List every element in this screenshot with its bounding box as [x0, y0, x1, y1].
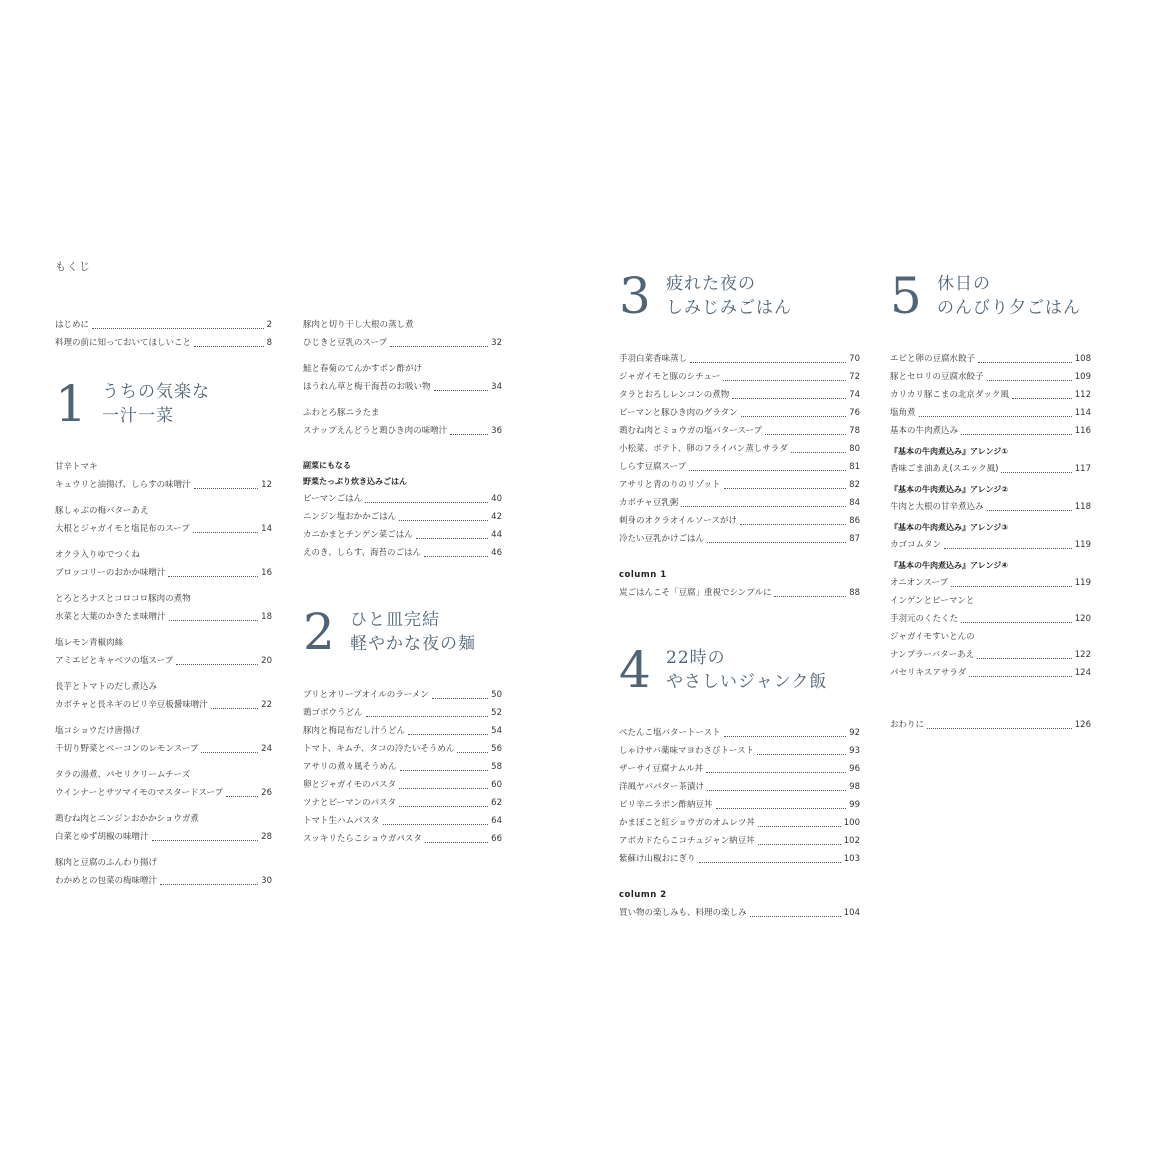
toc-entry[interactable]: カボチャと長ネギのピリ辛豆板醤味噌汁 22	[55, 700, 272, 710]
arrange-heading: 『基本の牛肉煮込み』アレンジ①	[890, 447, 1009, 456]
toc-entry[interactable]: トマト、キムチ、タコの冷たいそうめん 56	[303, 744, 502, 754]
toc-entry[interactable]: アサリと青のりのリゾット 82	[619, 480, 860, 490]
toc-entry[interactable]: ツナとピーマンのパスタ 62	[303, 798, 502, 808]
toc-entry[interactable]: 塩コショウだけ唐揚げ	[55, 726, 140, 736]
toc-entry[interactable]: 料理の前に知っておいてほしいこと 8	[55, 338, 272, 348]
chapter-3-heading	[619, 266, 860, 344]
toc-entry[interactable]: スナップえんどうと鶏ひき肉の味噌汁 36	[303, 426, 502, 436]
toc-entry[interactable]: 鮭と春菊のてんかすポン酢がけ	[303, 364, 423, 374]
toc-entry[interactable]: 卵とジャガイモのパスタ 60	[303, 780, 502, 790]
toc-entry[interactable]: キュウリと油揚げ、しらすの味噌汁 12	[55, 480, 272, 490]
toc-entry[interactable]: 大根とジャガイモと塩昆布のスープ 14	[55, 524, 272, 534]
toc-entry[interactable]: しらす豆腐スープ 81	[619, 462, 860, 472]
chapter-title: 休日の のんびり夕ごはん	[937, 274, 1081, 318]
toc-entry[interactable]: おわりに 126	[890, 720, 1091, 730]
toc-entry[interactable]: タラの湯煮、パセリクリームチーズ	[55, 770, 191, 780]
toc-entry[interactable]: 塩角煮 114	[890, 408, 1091, 418]
toc-entry[interactable]: オニオンスープ 119	[890, 578, 1091, 588]
arrange-heading: 『基本の牛肉煮込み』アレンジ④	[890, 561, 1009, 570]
toc-entry[interactable]: カニかまとチンゲン菜ごはん 44	[303, 530, 502, 540]
toc-entry[interactable]: カリカリ豚こまの北京ダック風 112	[890, 390, 1091, 400]
toc-entry[interactable]: カボチャ豆乳粥 84	[619, 498, 860, 508]
toc-entry[interactable]: パセリキスアサラダ 124	[890, 668, 1091, 678]
toc-entry[interactable]: 豚肉と梅昆布だし汁うどん 54	[303, 726, 502, 736]
toc-entry[interactable]: ぺたんこ塩バタートースト 92	[619, 728, 860, 738]
toc-entry[interactable]: 小松菜、ポテト、卵のフライパン蒸しサラダ 80	[619, 444, 860, 454]
sub-section-heading: 野菜たっぷり炊き込みごはん	[303, 477, 407, 486]
toc-column-1	[55, 316, 272, 890]
toc-column-2	[303, 316, 502, 848]
toc-entry[interactable]: エビと卵の豆腐水餃子 108	[890, 354, 1091, 364]
toc-entry[interactable]: 牛肉と大根の甘辛煮込み 118	[890, 502, 1091, 512]
chapter-2-heading	[303, 602, 502, 680]
toc-entry[interactable]: 買い物の楽しみも、料理の楽しみ 104	[619, 908, 860, 918]
toc-entry[interactable]: トマト生ハムパスタ 64	[303, 816, 502, 826]
toc-entry[interactable]: 基本の牛肉煮込み 116	[890, 426, 1091, 436]
toc-entry[interactable]: わかめとの包菜の梅味噌汁 30	[55, 876, 272, 886]
toc-entry[interactable]: 冷たい豆乳かけごはん 87	[619, 534, 860, 544]
toc-entry[interactable]: はじめに 2	[55, 320, 272, 330]
toc-entry[interactable]: アボカドたらこコチュジャン納豆丼 102	[619, 836, 860, 846]
toc-entry[interactable]: 豚とセロリの豆腐水餃子 109	[890, 372, 1091, 382]
column-heading: column 2	[619, 890, 667, 900]
toc-entry[interactable]: ブリとオリーブオイルのラーメン 50	[303, 690, 502, 700]
toc-entry[interactable]: えのき、しらす、海苔のごはん 46	[303, 548, 502, 558]
toc-entry[interactable]: 鶏むね肉とミョウガの塩バタースープ 78	[619, 426, 860, 436]
column-heading: column 1	[619, 570, 667, 580]
toc-entry[interactable]: インゲンとピーマンと	[890, 596, 975, 606]
toc-entry[interactable]: ナンプラーバターあえ 122	[890, 650, 1091, 660]
chapter-number: 4	[619, 641, 651, 699]
toc-entry[interactable]: オクラ入りゆでつくね	[55, 550, 140, 560]
toc-entry[interactable]: ジャガイモと豚のシチュー 72	[619, 372, 860, 382]
toc-entry[interactable]: 甘辛トマキ	[55, 462, 98, 472]
toc-entry[interactable]: 鶏ゴボウうどん 52	[303, 708, 502, 718]
page-label: もくじ	[55, 260, 91, 273]
toc-entry[interactable]: 白菜とゆず胡椒の味噌汁 28	[55, 832, 272, 842]
chapter-title: ひと皿完結 軽やかな夜の麺	[350, 610, 476, 654]
arrange-heading: 『基本の牛肉煮込み』アレンジ②	[890, 485, 1009, 494]
toc-entry[interactable]: アミエビとキャベツの塩スープ 20	[55, 656, 272, 666]
toc-entry[interactable]: ふわとろ豚ニラたま	[303, 408, 380, 418]
toc-entry[interactable]: しゃけサバ薬味マヨわさびトースト 93	[619, 746, 860, 756]
chapter-5-heading	[890, 266, 1091, 344]
toc-column-4	[890, 266, 1091, 734]
chapter-number: 5	[890, 267, 922, 325]
toc-entry[interactable]: ジャガイモすいとんの	[890, 632, 975, 642]
toc-entry[interactable]: 刺身のオクラオイルソースがけ 86	[619, 516, 860, 526]
toc-entry[interactable]: 紫蘇け山椒おにぎり 103	[619, 854, 860, 864]
toc-column-3	[619, 266, 860, 922]
toc-entry[interactable]: 豚肉と切り干し大根の蒸し煮	[303, 320, 414, 330]
chapter-number: 1	[55, 375, 87, 433]
chapter-number: 3	[619, 267, 651, 325]
toc-entry[interactable]: 豚肉と豆腐のふんわり揚げ	[55, 858, 158, 868]
toc-entry[interactable]: 千切り野菜とベーコンのレモンスープ 24	[55, 744, 272, 754]
sub-section-heading: 副菜にもなる	[303, 461, 351, 470]
toc-entry[interactable]: 炭ごはんこそ「豆腐」重視でシンプルに 88	[619, 588, 860, 598]
toc-entry[interactable]: ほうれん草と梅干海苔のお吸い物 34	[303, 382, 502, 392]
toc-entry[interactable]: 手羽白菜香味蒸し 70	[619, 354, 860, 364]
toc-entry[interactable]: 鶏むね肉とニンジンおかかショウガ煮	[55, 814, 199, 824]
toc-entry[interactable]: 香味ごま油あえ(スエック風) 117	[890, 464, 1091, 474]
toc-entry[interactable]: ウインナーとサツマイモのマスタードスープ 26	[55, 788, 272, 798]
chapter-number: 2	[303, 603, 335, 661]
toc-entry[interactable]: カゴコムタン 119	[890, 540, 1091, 550]
toc-entry[interactable]: 長芋とトマトのだし煮込み	[55, 682, 158, 692]
toc-entry[interactable]: 豚しゃぶの梅バターあえ	[55, 506, 149, 516]
toc-entry[interactable]: とろとろナスとコロコロ豚肉の煮物	[55, 594, 191, 604]
toc-entry[interactable]: タラとおろしレンコンの煮物 74	[619, 390, 860, 400]
chapter-title: 疲れた夜の しみじみごはん	[666, 274, 792, 318]
toc-entry[interactable]: 水菜と大葉のかきたま味噌汁 18	[55, 612, 272, 622]
toc-entry[interactable]: スッキリたらこショウガパスタ 66	[303, 834, 502, 844]
toc-entry[interactable]: ブロッコリーのおかか味噌汁 16	[55, 568, 272, 578]
toc-entry[interactable]: ニンジン塩おかかごはん 42	[303, 512, 502, 522]
chapter-4-heading	[619, 640, 860, 718]
toc-entry[interactable]: 塩レモン青椒肉絲	[55, 638, 124, 648]
toc-entry[interactable]: ピーマンと豚ひき肉のグラタン 76	[619, 408, 860, 418]
chapter-1-heading	[55, 374, 272, 452]
toc-entry[interactable]: 洋風ヤバパター茶漬け 98	[619, 782, 860, 792]
toc-entry[interactable]: ピーマンごはん 40	[303, 494, 502, 504]
chapter-title: うちの気楽な 一汁一菜	[102, 382, 210, 426]
toc-entry[interactable]: 手羽元のくたくた 120	[890, 614, 1091, 624]
toc-entry[interactable]: ひじきと豆乳のスープ 32	[303, 338, 502, 348]
toc-entry[interactable]: アサリの煮々風そうめん 58	[303, 762, 502, 772]
arrange-heading: 『基本の牛肉煮込み』アレンジ③	[890, 523, 1009, 532]
chapter-title: 22時の やさしいジャンク飯	[666, 648, 828, 692]
toc-entry[interactable]: かまぼこと紅ショウガのオムレツ丼 100	[619, 818, 860, 828]
toc-entry[interactable]: ピリ辛ニラポン酢納豆丼 99	[619, 800, 860, 810]
toc-entry[interactable]: ザーサイ豆腐ナムル丼 96	[619, 764, 860, 774]
